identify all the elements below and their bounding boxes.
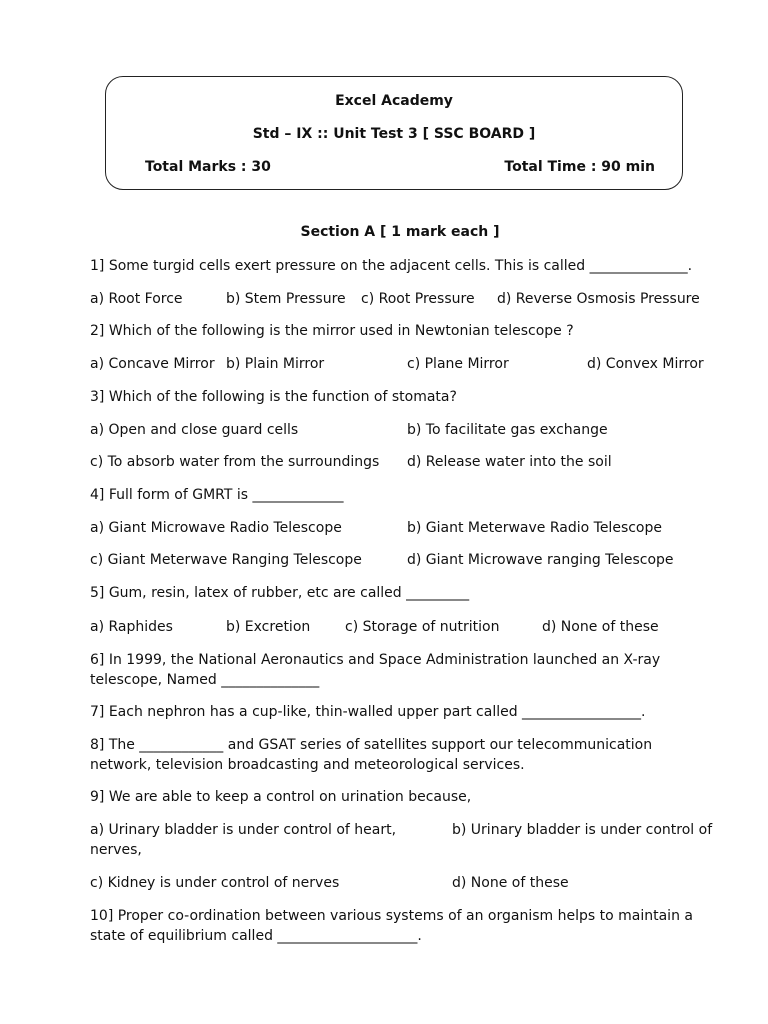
- q9-option-c: c) Kidney is under control of nerves: [90, 875, 340, 891]
- q9-option-a: a) Urinary bladder is under control of heart,: [90, 822, 397, 838]
- header-box: [105, 76, 683, 190]
- question-9: 9] We are able to keep a control on urination because,: [90, 789, 472, 805]
- q4-option-c: c) Giant Meterwave Ranging Telescope: [90, 552, 362, 568]
- question-2: 2] Which of the following is the mirror used in Newtonian telescope ?: [90, 323, 574, 339]
- q1-option-c: c) Root Pressure: [361, 291, 475, 307]
- q9-option-b: b) Urinary bladder is under control of: [452, 822, 713, 838]
- q2-option-d: d) Convex Mirror: [587, 356, 704, 372]
- q4-option-d: d) Giant Microwave ranging Telescope: [407, 552, 674, 568]
- question-5: 5] Gum, resin, latex of rubber, etc are called _________: [90, 585, 470, 601]
- question-10: 10] Proper co-ordination between various systems of an organism helps to maintain a state of equilibrium called ____________________.: [90, 908, 693, 944]
- question-3: 3] Which of the following is the function of stomata?: [90, 389, 457, 405]
- q5-option-b: b) Excretion: [226, 619, 311, 635]
- q2-option-a: a) Concave Mirror: [90, 356, 215, 372]
- q2-option-b: b) Plain Mirror: [226, 356, 325, 372]
- q9-option-b-cont: nerves,: [90, 842, 142, 858]
- question-1: 1] Some turgid cells exert pressure on the adjacent cells. This is called ______________.: [90, 258, 693, 274]
- section-title: Section A [ 1 mark each ]: [300, 224, 500, 240]
- q2-option-c: c) Plane Mirror: [407, 356, 509, 372]
- q1-option-d: d) Reverse Osmosis Pressure: [497, 291, 700, 307]
- question-8: 8] The ____________ and GSAT series of satellites support our telecommunication network, television broadcasting and meteorological services.: [90, 737, 653, 773]
- total-time: Total Time : 90 min: [504, 159, 655, 175]
- marks-time-row: [145, 159, 655, 175]
- q4-option-a: a) Giant Microwave Radio Telescope: [90, 520, 342, 536]
- q3-option-b: b) To facilitate gas exchange: [407, 422, 608, 438]
- q1-option-a: a) Root Force: [90, 291, 183, 307]
- q3-option-a: a) Open and close guard cells: [90, 422, 299, 438]
- q4-option-b: b) Giant Meterwave Radio Telescope: [407, 520, 662, 536]
- question-4: 4] Full form of GMRT is _____________: [90, 487, 344, 503]
- q3-option-d: d) Release water into the soil: [407, 454, 612, 470]
- school-name: Excel Academy: [335, 93, 453, 109]
- q5-option-c: c) Storage of nutrition: [345, 619, 500, 635]
- q9-option-d: d) None of these: [452, 875, 569, 891]
- question-7: 7] Each nephron has a cup-like, thin-walled upper part called _________________.: [90, 704, 646, 720]
- exam-subtitle: Std – IX :: Unit Test 3 [ SSC BOARD ]: [252, 126, 536, 142]
- total-marks: Total Marks : 30: [145, 159, 271, 175]
- q5-option-a: a) Raphides: [90, 619, 173, 635]
- q5-option-d: d) None of these: [542, 619, 659, 635]
- q1-option-b: b) Stem Pressure: [226, 291, 346, 307]
- q3-option-c: c) To absorb water from the surroundings: [90, 454, 380, 470]
- question-6: 6] In 1999, the National Aeronautics and Space Administration launched an X-ray telescope, Named ______________: [90, 652, 661, 688]
